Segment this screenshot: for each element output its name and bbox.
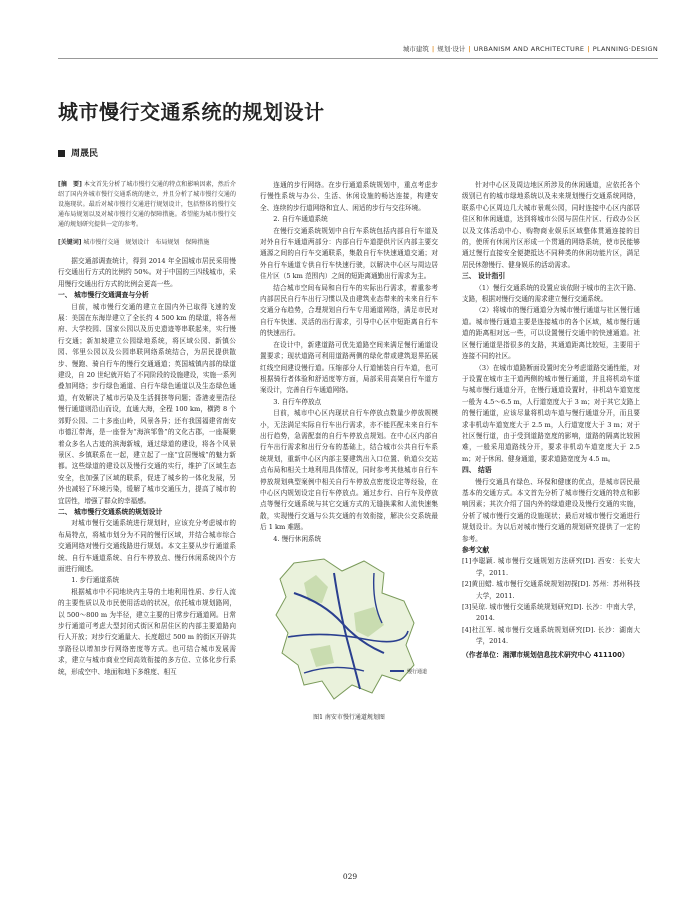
subsection-2-2-text: 在慢行交通系统规划中自行车系统包括内部自行车道及对外自行车通道两部分：内部自行车道提供片区内部主要交通源之间的自行车交通联系，集散自行车快速通道交通；对外自行车通道专供自行车快速行驶，以解决中心区与周边居住片区（5 km 范围内）之间的短距离通勤出行需求为主。 [260,226,438,281]
reference-item: [2]黄田蜡. 城市慢行交通系统规划初探[D]. 苏州：苏州科技大学，2011. [462,580,640,600]
keywords-label: [关键词] [58,239,82,246]
header-section-en2: PLANNING·DESIGN [592,45,658,53]
figure-1-caption: 图1 南安市慢行通道规划图 [313,714,385,721]
abstract-label: [摘 要] [58,181,82,188]
section-3-heading: 三、 设计指引 [462,272,506,281]
subsection-2-4-heading: 4. 慢行休闲系统 [273,534,322,543]
subsection-2-2-text-2: 结合城市空间布局和自行车的实际出行需求，着重参考内部居民自行车出行习惯以及由建筑业态带来的未来自行车交通分布趋势，合理规划自行车专用通道网络，满足市民对自行车快速、灵活的出行需求，引导中心区中短距离自行车的快速出行。 [260,283,438,338]
subsection-2-3-text: 目前，城市中心区内现状自行车停放点数量少停放规模小，无法满足实际自行车出行需求，亦不能匹配未来自行车出行趋势，急需配套的自行车停放点规划。在中心区内部自行车出行需求和出行分布的基础上，结合城市公共自行车系统规划，重新中心区内部主要建筑出入口位置、轨道公交站点布局和相关土地利用具体情况，同时参考其他城市自行车停放规划典型案例中相关自行车停放点密度设定等经验，在中心区内规划设定自行车停放点。通过步行、自行车及停放点等慢行交通系统与其它交通方式的无缝换乘和人流快速集散，实现慢行交通与公共交通的有效衔接，解决公交系统最后 1 km 难题。 [260,409,438,532]
subsection-2-1-text: 根据城市中不同地块内主导的土地利用性质、步行人流的主要性质以及市民使用活动的状况，依托城市规划路网，以 500～800 m 为半径，建立主要的日常步行通道网。日常步行通道可考虑大型封闭式街区和居住区的内部主要道路向行人开放；对步行交通量大、长度超过 500 m 的街区开辟共享路径以增加步行网络密度等方式。也可结合城市发展需求，建立与城市商业空间高效衔接的多方位、立体化步行系统，形成空中、地面和地下多维度、相互 [58,587,236,676]
section-1-text: 目前，城市慢行交通的建立在国内外已取得飞速的发展：美国在东海岸建立了全长约 4 500 km 的绿道，将各州府、大学校园、国家公园以及历史遗迹等串联起来，实行慢行交通；新加坡建立公园绿地系统，将区域公园、新镇公园、邻里公园以及公园串联网络系统结合，为居民提供散步、慢跑、骑自行车的慢行交通通道；英国城镇内部的绿道建设，自 20 世纪就开始了不同阶段的设施建设，实施一系列叠加网络；步行绿色通道、自行车绿色通道以及生态绿色通道，有效解决了城市污染及生活拥挤等问题；香港麦里浩径慢行通道则沿山而设，直通大海，全程 100 km，横跨 8 个郊野公园、二十多座山岭，风景各异；还有我国福建省南安市德江带海，是一座誉为“海滨邹鲁”的文化古郡，一座凝聚着众多名人古迹的滨海新城，通过绿道的建设，将各个风景景区、乡镇联系在一起，建立起了一座“宜居慢城”的魅力新都。这些绿道的建设以及慢行交通的实行，维护了区域生态安全，也加强了区域的联系，促进了城乡的一体化发展，另外也减轻了环境污染，缓解了城市交通压力，提高了城市的宜居性，增强了群众的幸福感。 [58,302,236,505]
reference-item: [1]李聪颖. 城市慢行交通规划方法研究[D]. 西安：长安大学，2011. [462,557,640,577]
conclusion-text: 慢行交通具有绿色、环保和健康的优点，是城市居民最基本的交通方式。本文首先分析了城市慢行交通的特点和影响因素；其次介绍了国内外的绿道建设及慢行交通的实施，分析了城市慢行交通的设施现状；最后对城市慢行交通进行规划设计。为以后对城市慢行交通的规划研究提供了一定的参考。 [462,477,640,543]
column-1 [58,180,236,678]
abstract [58,180,236,230]
abstract-text: 本文首先分析了城市慢行交通的特点和影响因素，然后介绍了国内外城市慢行交通系统的建立，并且分析了城市慢行交通的设施现状。最后对城市慢行交通进行规划设计，包括整体的慢行交通布局规划以及对城市慢行交通的保障措施。希望能为城市慢行交通的规划研究提供一定的参考。 [58,181,236,228]
header-rule [58,58,658,59]
subsection-2-2-heading: 2. 自行车通道系统 [273,215,328,224]
author-affiliation: （作者单位：湘潭市规划信息技术研究中心 411100） [462,650,629,659]
page-number: 029 [342,872,358,881]
column-3 [462,180,640,661]
author-marker [58,150,65,157]
figure-1-map [264,553,434,708]
running-header: 城市建筑 | 规划·设计 | URBANISM AND ARCHITECTURE | PLANNING·DESIGN [402,45,658,53]
references-heading: 参考文献 [462,546,490,554]
header-section-cn: 城市建筑 [402,45,429,53]
section-2-heading: 二、 城市慢行交通系统的规划设计 [58,507,163,516]
section-2-text: 对城市慢行交通系统进行规划时，应该充分考虑城市的布局特点，将城市划分为不同的慢行区域，并结合城市综合交通网络对慢行交通线路进行规划。本文主要从步行通道系统、自行车通道系统、自行车停放点、慢行休闲系统四个方面进行阐述。 [58,519,236,573]
reference-item: [3]吴琼. 城市慢行交通系统规划研究[D]. 长沙：中南大学，2014. [462,603,640,623]
legend-label: 慢行通道 [407,669,428,675]
article-title: 城市慢行交通系统的规划设计 [58,100,325,124]
guideline-3: （3）在城市道路断面设置时充分考虑道路交通性能，对于设置在城市主干道两侧的城市慢行通道，并且将机动车道与城市慢行通道分开，在慢行通道设置时，非机动车道宽度一般为 4.5～6.5 m，人行道宽度大于 3 m；对于其它支路上的慢行通道，应该尽量将机动车道与慢行通道分开，而且要求非机动车道宽度大于 2.5 m，人行道宽度大于 3 m；对于社区慢行道，由于受到道路宽度的影响，道路的隔离比较困难，一般采用道路线分开，要求非机动车道宽度大于 2.5 m；对于休闲、健身通道，要求道路宽度为 4.5 m。 [462,363,640,463]
author-line [58,146,98,159]
keywords [58,238,236,248]
subsection-2-2-text-3: 在设计中，新建道路可优先道路空间来满足慢行通道设置要求；现状道路可利用道路两侧的绿化带或建筑退界拓展红线空间建设慢行道。压缩部分人行道铺装自行车道，也可根据骑行者体验和舒适度等方面，局部采用高架自行车道方案设计，完善自行车通道网络。 [260,340,438,395]
column-2 [260,180,438,723]
header-section-en1: URBANISM AND ARCHITECTURE [473,45,585,53]
subsection-2-1-heading: 1. 步行通道系统 [71,576,120,585]
author-name: 周晟民 [71,149,99,159]
col3-paragraph-1: 针对中心区及周边地区所涉及的休闲通道，应依托各个级别已有的城市绿地系统以及未来规划慢行交通系统网络，联系中心区周边几大城市景观公园，同时连接中心区内部居住区和休闲通道，达到将城市公园与居住片区、行政办公区以及文体活动中心、购物商业娱乐区域整体贯通连接的目的，使所有休闲片区形成一个贯通的网络系统，使市民能够通过慢行直接安全便捷抵达不同种类的休闲功能片区，满足居民休憩慢行、健身娱乐的活动需求。 [462,181,640,269]
section-4-heading: 四、 结语 [462,466,492,475]
subsection-2-3-heading: 3. 自行车停放点 [273,397,322,406]
keywords-text: 城市慢行交通 规划设计 布局规划 保障措施 [83,239,210,246]
intro-paragraph: 据交通部调查统计，得到 2014 年全国城市居民采用慢行交通出行方式的比例约 50%。对于中国的三四线城市，采用慢行交通出行方式的比例会更高一些。 [58,257,236,288]
col2-paragraph-1: 连通的步行网络。在步行通道系统规划中，重点考虑步行慢性系统与办公、生活、休闲设施的畅达连接，构建安全、连续的步行道网络和宜人、闲适的步行与交往环境。 [260,181,438,212]
header-section-cn2: 规划·设计 [437,45,466,53]
section-1-heading: 一、 城市慢行交通调查与分析 [58,291,149,300]
guideline-2: （2）将城市的慢行通道分为城市慢行通道与社区慢行通道。城市慢行通道主要是连接城市的各个区域，城市慢行通道的距离相对远一些，可以设置慢行交通中的快速通道。社区慢行通道是指很多的支路，其通道距离比较短，主要用于连接不同的社区。 [462,306,640,361]
reference-item: [4]杜江军. 城市慢行交通系统规划研究[D]. 长沙：湖南大学，2014. [462,625,640,646]
guideline-1: （1）慢行交通系统的设置应该依附于城市的主次干路、支路，根据对慢行交通的需求建立慢行交通系统。 [462,283,640,304]
